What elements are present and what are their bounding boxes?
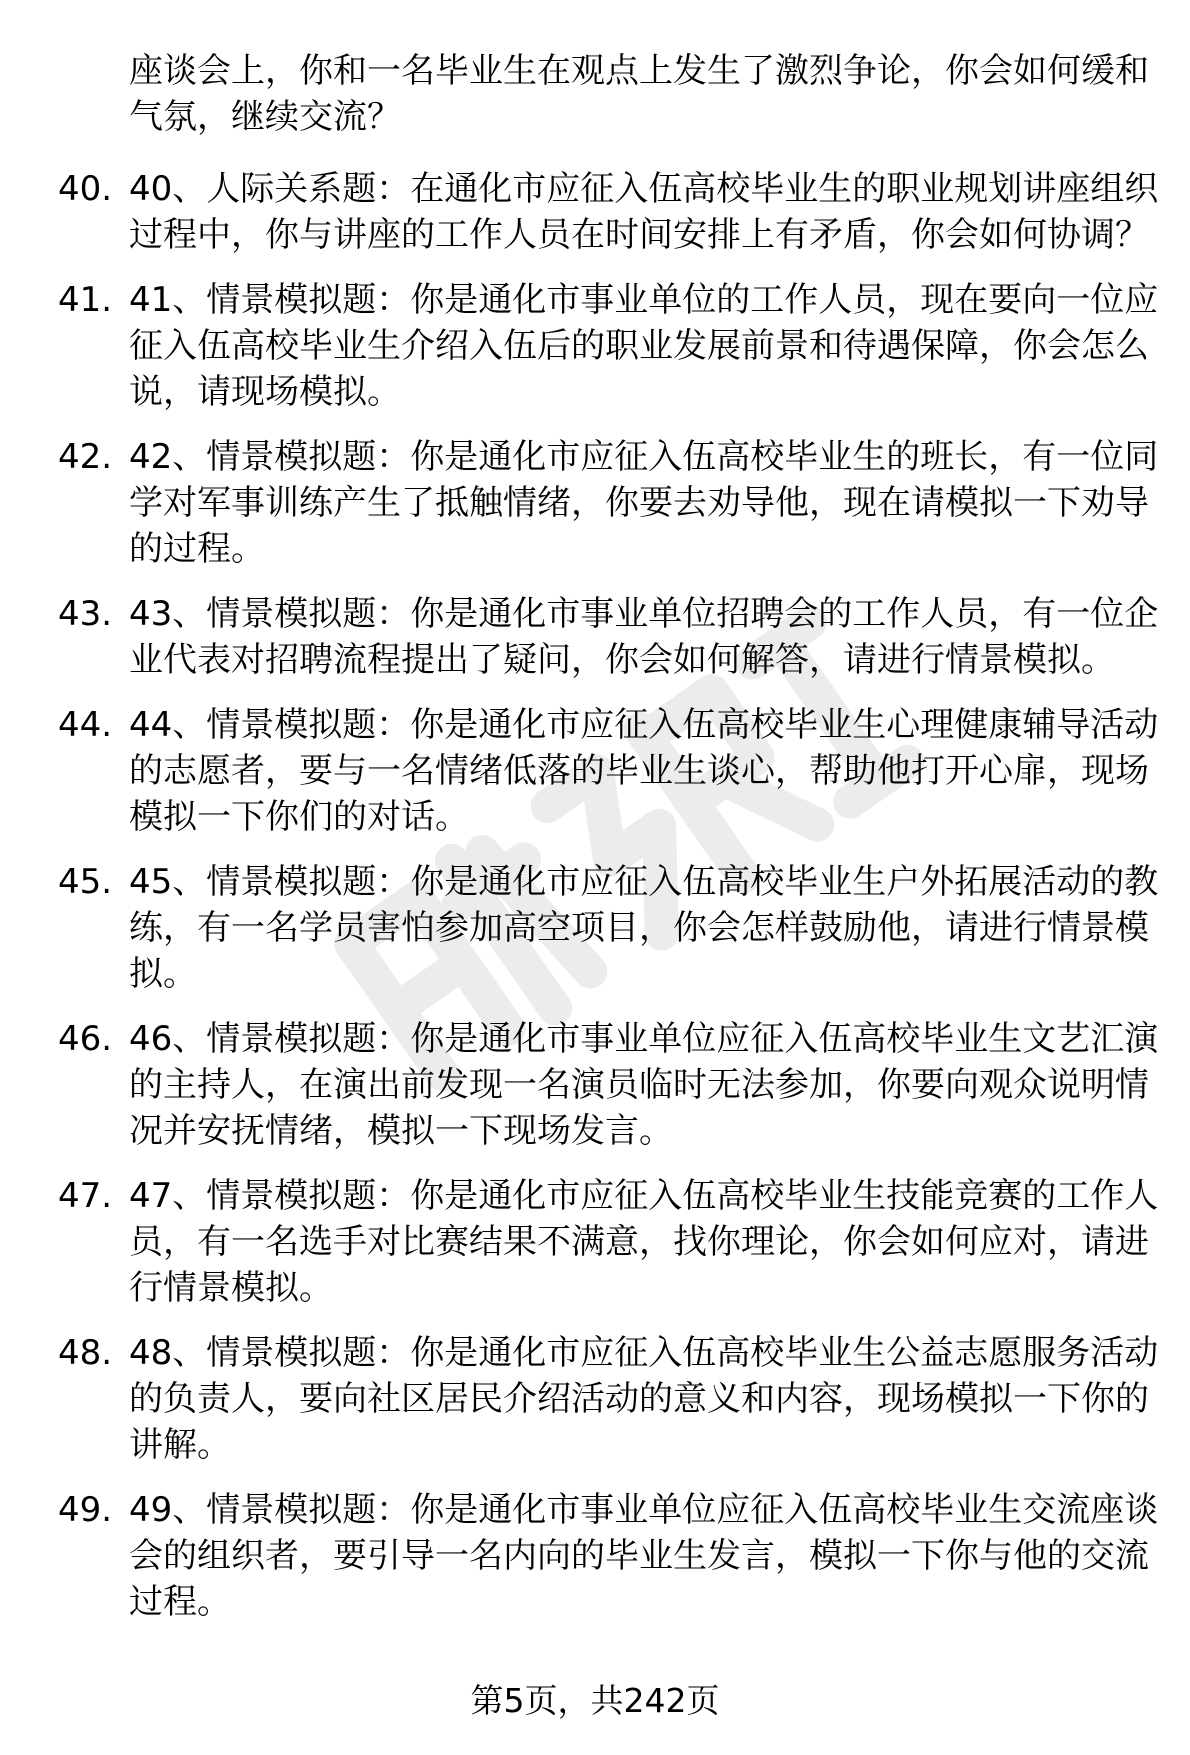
question-number: 49.	[58, 1490, 113, 1530]
list-item	[0, 1330, 1190, 1468]
question-number: 47.	[58, 1176, 113, 1216]
question-text: 48、情景模拟题：你是通化市应征入伍高校毕业生公益志愿服务活动的负责人，要向社区居民介绍活动的意义和内容，现场模拟一下你的讲解。	[129, 1333, 1159, 1465]
page-footer: 第5页，共242页	[470, 1681, 720, 1720]
list-item	[0, 859, 1190, 997]
question-number: 43.	[58, 594, 113, 634]
question-number: 44.	[58, 705, 113, 745]
list-item	[0, 166, 1190, 258]
question-text: 41、情景模拟题：你是通化市事业单位的工作人员，现在要向一位应征入伍高校毕业生介绍入伍后的职业发展前景和待遇保障，你会怎么说，请现场模拟。	[129, 280, 1159, 412]
question-text: 49、情景模拟题：你是通化市事业单位应征入伍高校毕业生交流座谈会的组织者，要引导一名内向的毕业生发言，模拟一下你与他的交流过程。	[129, 1490, 1159, 1622]
list-item	[0, 1016, 1190, 1154]
question-number: 40.	[58, 169, 113, 209]
question-text: 40、人际关系题：在通化市应征入伍高校毕业生的职业规划讲座组织过程中，你与讲座的工作人员在时间安排上有矛盾，你会如何协调？	[129, 169, 1159, 255]
question-text: 46、情景模拟题：你是通化市事业单位应征入伍高校毕业生文艺汇演的主持人，在演出前发现一名演员临时无法参加，你要向观众说明情况并安抚情绪，模拟一下现场发言。	[129, 1019, 1159, 1151]
list-item	[0, 277, 1190, 415]
question-number: 46.	[58, 1019, 113, 1059]
list-item	[0, 434, 1190, 572]
question-number: 41.	[58, 280, 113, 320]
question-text: 45、情景模拟题：你是通化市应征入伍高校毕业生户外拓展活动的教练，有一名学员害怕参加高空项目，你会怎样鼓励他，请进行情景模拟。	[129, 862, 1159, 994]
question-text: 47、情景模拟题：你是通化市应征入伍高校毕业生技能竞赛的工作人员，有一名选手对比赛结果不满意，找你理论，你会如何应对，请进行情景模拟。	[129, 1176, 1159, 1308]
continued-question-text: 座谈会上，你和一名毕业生在观点上发生了激烈争论，你会如何缓和气氛，继续交流？	[129, 51, 1149, 137]
question-number: 42.	[58, 437, 113, 477]
list-item	[0, 1487, 1190, 1625]
list-item	[0, 1173, 1190, 1311]
question-text: 43、情景模拟题：你是通化市事业单位招聘会的工作人员，有一位企业代表对招聘流程提出了疑问，你会如何解答，请进行情景模拟。	[129, 594, 1159, 680]
question-list	[0, 48, 1190, 1644]
question-text: 42、情景模拟题：你是通化市应征入伍高校毕业生的班长，有一位同学对军事训练产生了抵触情绪，你要去劝导他，现在请模拟一下劝导的过程。	[129, 437, 1159, 569]
question-text: 44、情景模拟题：你是通化市应征入伍高校毕业生心理健康辅导活动的志愿者，要与一名情绪低落的毕业生谈心，帮助他打开心扉，现场模拟一下你们的对话。	[129, 705, 1159, 837]
question-number: 45.	[58, 862, 113, 902]
question-number: 48.	[58, 1333, 113, 1373]
list-item	[0, 591, 1190, 683]
list-item	[0, 48, 1190, 140]
list-item	[0, 702, 1190, 840]
